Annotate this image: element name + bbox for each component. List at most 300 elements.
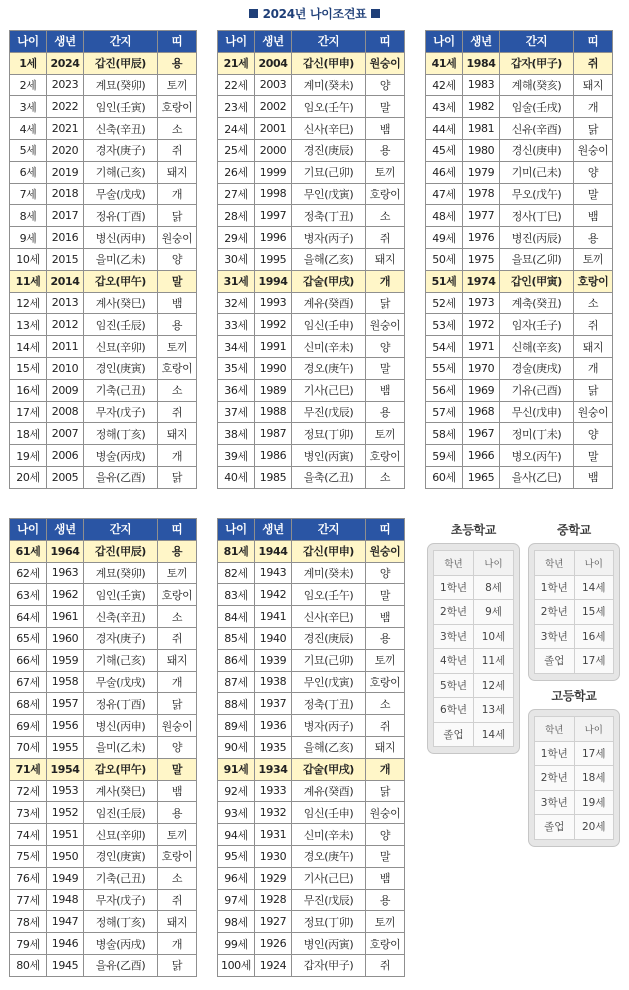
ganji-cell: 을사(乙巳): [500, 466, 574, 488]
table-row: [10, 889, 197, 911]
year-cell: 1924: [255, 954, 292, 976]
ganji-cell: 경오(庚午): [292, 845, 366, 867]
school-grade-cell: 3학년: [434, 624, 474, 649]
year-cell: 1973: [463, 292, 500, 314]
table-row: [10, 379, 197, 401]
ganji-cell: 병신(丙申): [84, 715, 158, 737]
school-age-cell: 9세: [474, 600, 514, 625]
age-cell: 58세: [426, 423, 463, 445]
ganji-cell: 병술(丙戌): [84, 933, 158, 955]
school-high-box: [528, 709, 620, 847]
table-row: [10, 183, 197, 205]
ganji-cell: 정묘(丁卯): [292, 423, 366, 445]
zodiac-cell: 소: [366, 693, 405, 715]
year-cell: 1941: [255, 606, 292, 628]
age-cell: 5세: [10, 139, 47, 161]
ganji-cell: 계해(癸亥): [500, 74, 574, 96]
zodiac-cell: 소: [158, 379, 197, 401]
age-cell: 47세: [426, 183, 463, 205]
year-cell: 1988: [255, 401, 292, 423]
ganji-cell: 병오(丙午): [500, 445, 574, 467]
ganji-cell: 정축(丁丑): [292, 205, 366, 227]
school-grade-cell: 2학년: [535, 766, 575, 791]
age-cell: 82세: [218, 562, 255, 584]
age-cell: 48세: [426, 205, 463, 227]
year-cell: 1955: [47, 736, 84, 758]
year-cell: 2018: [47, 183, 84, 205]
table-row: [10, 649, 197, 671]
column-header-age: 나이: [426, 31, 463, 53]
year-cell: 1934: [255, 758, 292, 780]
age-cell: 38세: [218, 423, 255, 445]
age-cell: 92세: [218, 780, 255, 802]
year-cell: 1987: [255, 423, 292, 445]
table-row: [218, 693, 405, 715]
ganji-cell: 기축(己丑): [84, 379, 158, 401]
zodiac-cell: 호랑이: [158, 845, 197, 867]
ganji-cell: 을해(乙亥): [292, 248, 366, 270]
year-cell: 1972: [463, 314, 500, 336]
school-age-cell: 18세: [574, 766, 614, 791]
zodiac-cell: 토끼: [158, 824, 197, 846]
school-row: [434, 600, 514, 625]
age-cell: 73세: [10, 802, 47, 824]
age-cell: 52세: [426, 292, 463, 314]
ganji-cell: 기축(己丑): [84, 867, 158, 889]
table-row: [10, 954, 197, 976]
year-cell: 2005: [47, 466, 84, 488]
year-cell: 1981: [463, 118, 500, 140]
ganji-cell: 임신(壬申): [292, 802, 366, 824]
zodiac-cell: 소: [574, 292, 613, 314]
year-cell: 1974: [463, 270, 500, 292]
year-cell: 2001: [255, 118, 292, 140]
age-cell: 42세: [426, 74, 463, 96]
age-table-41-60: [425, 30, 613, 489]
year-cell: 1942: [255, 584, 292, 606]
age-cell: 65세: [10, 627, 47, 649]
age-cell: 19세: [10, 445, 47, 467]
age-cell: 56세: [426, 379, 463, 401]
table-row: [218, 118, 405, 140]
ganji-cell: 계미(癸未): [292, 74, 366, 96]
year-cell: 1980: [463, 139, 500, 161]
ganji-cell: 임술(壬戌): [500, 96, 574, 118]
column-header-age: 나이: [10, 31, 47, 53]
ganji-cell: 무오(戊午): [500, 183, 574, 205]
ganji-cell: 임인(壬寅): [84, 96, 158, 118]
year-cell: 2004: [255, 52, 292, 74]
school-high: [528, 687, 620, 847]
table-row: [10, 802, 197, 824]
table-row: [426, 74, 613, 96]
school-row: [535, 790, 614, 815]
table-row: [10, 292, 197, 314]
year-cell: 2023: [47, 74, 84, 96]
table-row: [218, 802, 405, 824]
zodiac-cell: 쥐: [366, 954, 405, 976]
table-row: [10, 248, 197, 270]
zodiac-cell: 뱀: [366, 379, 405, 401]
year-cell: 2014: [47, 270, 84, 292]
zodiac-cell: 용: [158, 802, 197, 824]
school-row: [434, 698, 514, 723]
zodiac-cell: 개: [366, 758, 405, 780]
ganji-cell: 정축(丁丑): [292, 693, 366, 715]
zodiac-cell: 양: [366, 824, 405, 846]
age-cell: 35세: [218, 357, 255, 379]
school-header-row: [535, 717, 614, 742]
table-row: [10, 314, 197, 336]
table-header-row: [10, 519, 197, 541]
ganji-cell: 기해(己亥): [84, 649, 158, 671]
ganji-cell: 신사(辛巳): [292, 118, 366, 140]
ganji-cell: 신미(辛未): [292, 336, 366, 358]
year-cell: 1975: [463, 248, 500, 270]
ganji-cell: 병자(丙子): [292, 227, 366, 249]
ganji-cell: 임오(壬午): [292, 96, 366, 118]
ganji-cell: 기묘(己卯): [292, 161, 366, 183]
table-row: [218, 357, 405, 379]
column-header-age: 나이: [10, 519, 47, 541]
zodiac-cell: 원숭이: [158, 715, 197, 737]
year-cell: 1995: [255, 248, 292, 270]
year-cell: 1990: [255, 357, 292, 379]
table-row: [218, 540, 405, 562]
age-cell: 59세: [426, 445, 463, 467]
table-row: [218, 845, 405, 867]
table-row: [10, 911, 197, 933]
table-row: [426, 270, 613, 292]
column-header-zodiac: 띠: [158, 31, 197, 53]
zodiac-cell: 원숭이: [574, 139, 613, 161]
year-cell: 1989: [255, 379, 292, 401]
table-row: [218, 933, 405, 955]
age-cell: 18세: [10, 423, 47, 445]
age-cell: 97세: [218, 889, 255, 911]
zodiac-cell: 돼지: [158, 423, 197, 445]
table-row: [218, 161, 405, 183]
table-row: [218, 183, 405, 205]
zodiac-cell: 개: [574, 96, 613, 118]
zodiac-cell: 쥐: [158, 627, 197, 649]
table-row: [218, 227, 405, 249]
age-cell: 21세: [218, 52, 255, 74]
ganji-cell: 계묘(癸卯): [84, 562, 158, 584]
zodiac-cell: 말: [158, 270, 197, 292]
year-cell: 1944: [255, 540, 292, 562]
year-cell: 2021: [47, 118, 84, 140]
school-middle: [528, 521, 620, 681]
age-cell: 14세: [10, 336, 47, 358]
table-row: [426, 227, 613, 249]
ganji-cell: 경인(庚寅): [84, 357, 158, 379]
ganji-cell: 기해(己亥): [84, 161, 158, 183]
age-cell: 90세: [218, 736, 255, 758]
ganji-cell: 임자(壬子): [500, 314, 574, 336]
zodiac-cell: 용: [366, 401, 405, 423]
school-grade-cell: 졸업: [535, 815, 575, 840]
age-cell: 68세: [10, 693, 47, 715]
year-cell: 1936: [255, 715, 292, 737]
school-row: [535, 600, 614, 625]
age-cell: 87세: [218, 671, 255, 693]
age-cell: 16세: [10, 379, 47, 401]
school-age-cell: 20세: [574, 815, 614, 840]
table-row: [10, 758, 197, 780]
table-row: [218, 606, 405, 628]
year-cell: 1956: [47, 715, 84, 737]
zodiac-cell: 호랑이: [366, 671, 405, 693]
table-row: [218, 205, 405, 227]
zodiac-cell: 쥐: [158, 401, 197, 423]
table-row: [10, 161, 197, 183]
ganji-cell: 갑신(甲申): [292, 52, 366, 74]
zodiac-cell: 용: [158, 52, 197, 74]
table-row: [218, 954, 405, 976]
zodiac-cell: 용: [366, 889, 405, 911]
zodiac-cell: 양: [366, 74, 405, 96]
table-row: [10, 824, 197, 846]
ganji-cell: 신해(辛亥): [500, 336, 574, 358]
zodiac-cell: 쥐: [158, 889, 197, 911]
age-cell: 89세: [218, 715, 255, 737]
zodiac-cell: 소: [158, 606, 197, 628]
table-row: [218, 824, 405, 846]
age-cell: 11세: [10, 270, 47, 292]
age-cell: 85세: [218, 627, 255, 649]
zodiac-cell: 소: [366, 466, 405, 488]
table-row: [218, 314, 405, 336]
zodiac-cell: 용: [366, 627, 405, 649]
ganji-cell: 경신(庚申): [500, 139, 574, 161]
school-grade-cell: 5학년: [434, 673, 474, 698]
age-table-1-20: [9, 30, 197, 489]
table-row: [218, 889, 405, 911]
age-cell: 44세: [426, 118, 463, 140]
year-cell: 2016: [47, 227, 84, 249]
year-cell: 1996: [255, 227, 292, 249]
zodiac-cell: 돼지: [366, 736, 405, 758]
zodiac-cell: 닭: [158, 466, 197, 488]
age-cell: 23세: [218, 96, 255, 118]
ganji-cell: 경술(庚戌): [500, 357, 574, 379]
ganji-cell: 정해(丁亥): [84, 423, 158, 445]
school-middle-title: 중학교: [557, 523, 591, 537]
ganji-cell: 임오(壬午): [292, 584, 366, 606]
zodiac-cell: 닭: [366, 292, 405, 314]
school-row: [434, 673, 514, 698]
year-cell: 1953: [47, 780, 84, 802]
ganji-cell: 기미(己未): [500, 161, 574, 183]
table-row: [218, 445, 405, 467]
column-header-age: 나이: [218, 519, 255, 541]
school-grade-cell: 4학년: [434, 649, 474, 674]
table-row: [10, 584, 197, 606]
zodiac-cell: 말: [366, 845, 405, 867]
zodiac-cell: 닭: [158, 693, 197, 715]
zodiac-cell: 돼지: [574, 74, 613, 96]
zodiac-cell: 말: [158, 758, 197, 780]
ganji-cell: 계축(癸丑): [500, 292, 574, 314]
zodiac-cell: 닭: [158, 954, 197, 976]
zodiac-cell: 토끼: [574, 248, 613, 270]
year-cell: 2020: [47, 139, 84, 161]
zodiac-cell: 토끼: [366, 161, 405, 183]
year-cell: 1929: [255, 867, 292, 889]
year-cell: 1966: [463, 445, 500, 467]
age-cell: 83세: [218, 584, 255, 606]
zodiac-cell: 호랑이: [158, 357, 197, 379]
school-age-cell: 13세: [474, 698, 514, 723]
school-column-grade: 학년: [535, 717, 575, 742]
ganji-cell: 무자(戊子): [84, 401, 158, 423]
school-grade-cell: 2학년: [434, 600, 474, 625]
ganji-cell: 무진(戊辰): [292, 889, 366, 911]
table-row: [10, 867, 197, 889]
table-row: [10, 139, 197, 161]
ganji-cell: 신유(辛酉): [500, 118, 574, 140]
column-header-year: 생년: [255, 519, 292, 541]
zodiac-cell: 원숭이: [366, 802, 405, 824]
table-row: [10, 562, 197, 584]
square-bullet-icon: [371, 9, 380, 18]
school-header-row: [434, 551, 514, 576]
age-cell: 22세: [218, 74, 255, 96]
age-cell: 49세: [426, 227, 463, 249]
age-cell: 76세: [10, 867, 47, 889]
school-age-cell: 8세: [474, 575, 514, 600]
year-cell: 1964: [47, 540, 84, 562]
table-header-row: [10, 31, 197, 53]
year-cell: 2007: [47, 423, 84, 445]
ganji-cell: 정미(丁未): [500, 423, 574, 445]
table-row: [426, 466, 613, 488]
ganji-cell: 갑오(甲午): [84, 758, 158, 780]
age-cell: 64세: [10, 606, 47, 628]
table-row: [218, 715, 405, 737]
ganji-cell: 갑오(甲午): [84, 270, 158, 292]
ganji-cell: 병인(丙寅): [292, 933, 366, 955]
table-row: [10, 845, 197, 867]
table-row: [218, 336, 405, 358]
ganji-cell: 병자(丙子): [292, 715, 366, 737]
age-cell: 25세: [218, 139, 255, 161]
age-table-81-100: [217, 518, 405, 977]
year-cell: 1965: [463, 466, 500, 488]
table-row: [10, 540, 197, 562]
age-cell: 54세: [426, 336, 463, 358]
school-column-age: 나이: [474, 551, 514, 576]
ganji-cell: 경인(庚寅): [84, 845, 158, 867]
school-age-cell: 14세: [574, 575, 614, 600]
school-row: [535, 766, 614, 791]
age-cell: 30세: [218, 248, 255, 270]
ganji-cell: 무자(戊子): [84, 889, 158, 911]
zodiac-cell: 토끼: [366, 649, 405, 671]
zodiac-cell: 양: [574, 161, 613, 183]
ganji-cell: 임신(壬申): [292, 314, 366, 336]
year-cell: 1926: [255, 933, 292, 955]
age-cell: 86세: [218, 649, 255, 671]
year-cell: 1978: [463, 183, 500, 205]
year-cell: 2012: [47, 314, 84, 336]
table-row: [10, 715, 197, 737]
school-grade-cell: 3학년: [535, 790, 575, 815]
year-cell: 2024: [47, 52, 84, 74]
zodiac-cell: 쥐: [158, 139, 197, 161]
year-cell: 2017: [47, 205, 84, 227]
ganji-cell: 계미(癸未): [292, 562, 366, 584]
age-cell: 66세: [10, 649, 47, 671]
table-row: [426, 96, 613, 118]
year-cell: 1993: [255, 292, 292, 314]
age-cell: 17세: [10, 401, 47, 423]
zodiac-cell: 원숭이: [366, 52, 405, 74]
age-cell: 57세: [426, 401, 463, 423]
school-age-cell: 12세: [474, 673, 514, 698]
ganji-cell: 을미(乙未): [84, 736, 158, 758]
age-cell: 72세: [10, 780, 47, 802]
ganji-cell: 경자(庚子): [84, 139, 158, 161]
age-cell: 98세: [218, 911, 255, 933]
table-row: [426, 161, 613, 183]
zodiac-cell: 양: [574, 423, 613, 445]
table-row: [218, 401, 405, 423]
year-cell: 2006: [47, 445, 84, 467]
zodiac-cell: 호랑이: [158, 584, 197, 606]
table-row: [10, 52, 197, 74]
year-cell: 1997: [255, 205, 292, 227]
column-header-year: 생년: [463, 31, 500, 53]
year-cell: 1961: [47, 606, 84, 628]
year-cell: 1994: [255, 270, 292, 292]
age-cell: 6세: [10, 161, 47, 183]
zodiac-cell: 쥐: [574, 314, 613, 336]
age-cell: 74세: [10, 824, 47, 846]
year-cell: 1976: [463, 227, 500, 249]
year-cell: 1983: [463, 74, 500, 96]
year-cell: 1991: [255, 336, 292, 358]
school-row: [535, 815, 614, 840]
ganji-cell: 신묘(辛卯): [84, 336, 158, 358]
zodiac-cell: 호랑이: [158, 96, 197, 118]
zodiac-cell: 닭: [158, 205, 197, 227]
ganji-cell: 계사(癸巳): [84, 780, 158, 802]
school-elementary-table: [433, 550, 514, 747]
age-cell: 27세: [218, 183, 255, 205]
ganji-cell: 을축(乙丑): [292, 466, 366, 488]
zodiac-cell: 쥐: [366, 715, 405, 737]
age-cell: 91세: [218, 758, 255, 780]
age-cell: 93세: [218, 802, 255, 824]
school-column-grade: 학년: [434, 551, 474, 576]
year-cell: 2003: [255, 74, 292, 96]
square-bullet-icon: [249, 9, 258, 18]
table-row: [10, 933, 197, 955]
ganji-cell: 경오(庚午): [292, 357, 366, 379]
table-row: [10, 401, 197, 423]
age-cell: 88세: [218, 693, 255, 715]
year-cell: 1998: [255, 183, 292, 205]
age-cell: 45세: [426, 139, 463, 161]
ganji-cell: 신미(辛未): [292, 824, 366, 846]
ganji-cell: 갑진(甲辰): [84, 52, 158, 74]
column-header-ganji: 간지: [292, 519, 366, 541]
table-row: [218, 671, 405, 693]
age-cell: 60세: [426, 466, 463, 488]
ganji-cell: 갑술(甲戌): [292, 758, 366, 780]
